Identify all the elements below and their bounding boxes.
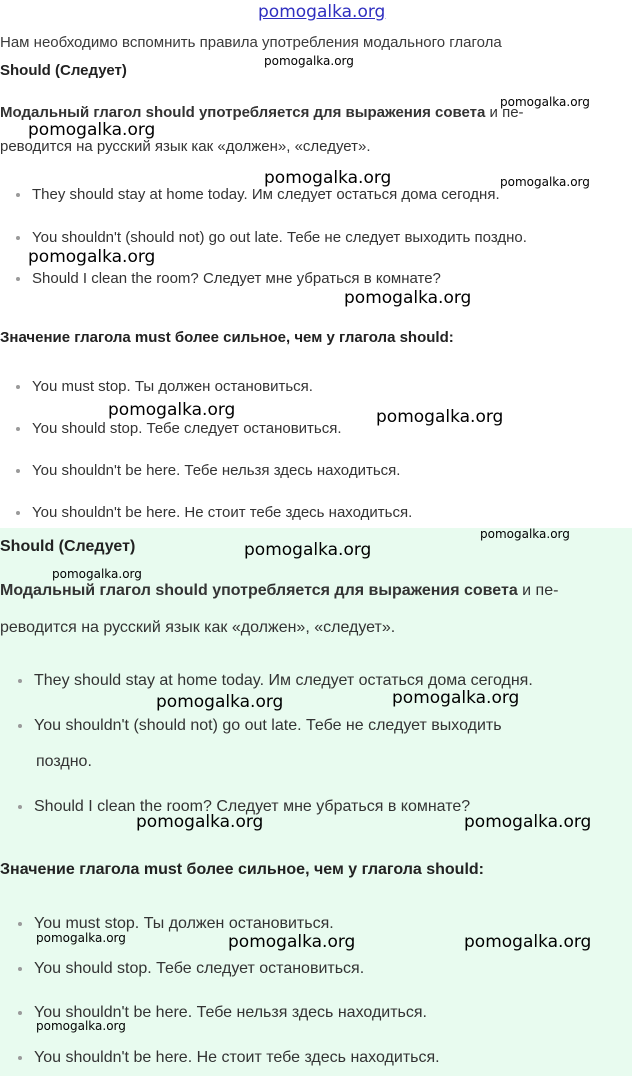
bullet-icon <box>18 967 22 971</box>
intro-text: Нам необходимо вспомнить правила употребления модального глагола <box>0 34 502 51</box>
watermark: pomogalka.org <box>52 567 142 581</box>
must-heading: Значение глагола must более сильное, чем у глагола should: <box>0 861 484 878</box>
section-title: Should (Следует) <box>0 538 136 555</box>
list-item: Should I clean the room? Следует мне убраться в комнате? <box>16 270 441 287</box>
watermark: pomogalka.org <box>500 175 590 189</box>
bullet-icon <box>16 385 20 389</box>
watermark: pomogalka.org <box>244 540 372 560</box>
watermark: pomogalka.org <box>28 120 156 140</box>
watermark: pomogalka.org <box>136 812 264 832</box>
watermark: pomogalka.org <box>344 288 472 308</box>
must-heading: Значение глагола must более сильное, чем у глагола should: <box>0 329 454 346</box>
bullet-icon <box>16 469 20 473</box>
definition-rest: и пе- <box>485 104 524 121</box>
watermark: pomogalka.org <box>36 1019 126 1033</box>
list-item: You should stop. Тебе следует остановиться. <box>16 420 342 437</box>
watermark: pomogalka.org <box>36 931 126 945</box>
bullet-icon <box>18 1056 22 1060</box>
watermark: pomogalka.org <box>480 527 570 541</box>
list-item-continuation: поздно. <box>36 753 92 770</box>
watermark: pomogalka.org <box>264 54 354 68</box>
watermark: pomogalka.org <box>228 932 356 952</box>
bullet-icon <box>16 427 20 431</box>
bullet-icon <box>16 511 20 515</box>
list-item: You shouldn't be here. Не стоит тебе здесь находиться. <box>16 504 412 521</box>
bullet-icon <box>16 236 20 240</box>
watermark: pomogalka.org <box>464 932 592 952</box>
watermark: pomogalka.org <box>376 407 504 427</box>
bullet-icon <box>18 922 22 926</box>
bullet-icon <box>16 193 20 197</box>
definition-line-2: реводится на русский язык как «должен», «следует». <box>0 138 371 155</box>
watermark: pomogalka.org <box>392 688 520 708</box>
section-title: Should (Следует) <box>0 62 127 79</box>
site-logo-link[interactable]: pomogalka.org <box>258 2 386 22</box>
bullet-icon <box>18 805 22 809</box>
list-item: You shouldn't be here. Тебе нельзя здесь находиться. <box>16 462 400 479</box>
watermark: pomogalka.org <box>108 400 236 420</box>
list-item: They should stay at home today. Им следует остаться дома сегодня. <box>18 672 533 690</box>
list-item: You shouldn't be here. Не стоит тебе здесь находиться. <box>18 1049 440 1067</box>
watermark: pomogalka.org <box>500 95 590 109</box>
bullet-icon <box>18 1011 22 1015</box>
bullet-icon <box>16 277 20 281</box>
watermark: pomogalka.org <box>28 247 156 267</box>
definition-line-1 <box>0 582 558 600</box>
watermark: pomogalka.org <box>264 168 392 188</box>
list-item: You shouldn't (should not) go out late. Тебе не следует выходить <box>18 717 502 735</box>
list-item: You shouldn't (should not) go out late. Тебе не следует выходить поздно. <box>16 229 527 246</box>
watermark: pomogalka.org <box>464 812 592 832</box>
definition-bold: Модальный глагол should употребляется для выражения совета <box>0 104 486 121</box>
bullet-icon <box>18 724 22 728</box>
list-item: They should stay at home today. Им следует остаться дома сегодня. <box>16 186 500 203</box>
list-item: You shouldn't be here. Тебе нельзя здесь находиться. <box>18 1004 427 1022</box>
definition-bold: Модальный глагол should употребляется для выражения совета <box>0 582 518 599</box>
definition-line-2: реводится на русский язык как «должен», «следует». <box>0 619 396 636</box>
list-item: You must stop. Ты должен остановиться. <box>18 915 334 933</box>
list-item: You should stop. Тебе следует остановиться. <box>18 960 364 978</box>
watermark: pomogalka.org <box>156 692 284 712</box>
list-item: You must stop. Ты должен остановиться. <box>16 378 313 395</box>
definition-rest: и пе- <box>517 582 559 599</box>
definition-line-1 <box>0 104 524 121</box>
bullet-icon <box>18 679 22 683</box>
list-item: Should I clean the room? Следует мне убраться в комнате? <box>18 798 470 816</box>
